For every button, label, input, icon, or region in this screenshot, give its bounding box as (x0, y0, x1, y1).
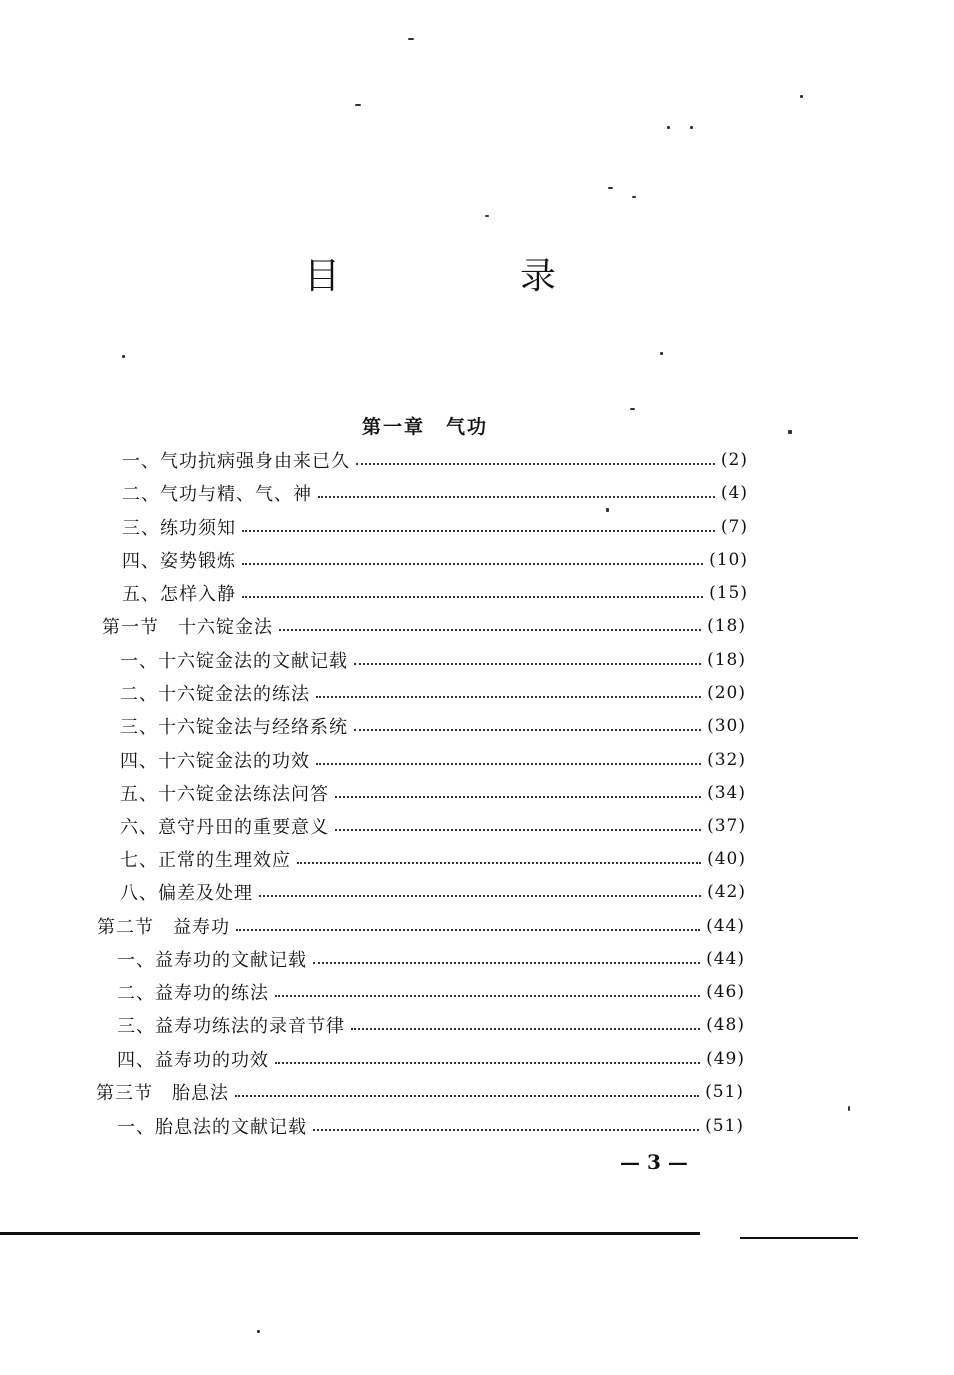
toc-entry-title: 六、意守丹田的重要意义 (120, 817, 329, 838)
toc-entry-title: 二、益寿功的练法 (117, 983, 269, 1004)
scan-speck (848, 1106, 850, 1111)
toc-entry-title: 一、十六锭金法的文献记载 (120, 651, 348, 672)
toc-entry (120, 745, 746, 775)
toc-entry-page: (20) (707, 683, 746, 703)
toc-section-title: 第三节 胎息法 (96, 1083, 229, 1104)
toc-entry (117, 1010, 745, 1040)
toc-entry-page: (18) (707, 616, 746, 636)
dot-leader (313, 1127, 699, 1131)
toc-entry (117, 977, 745, 1007)
toc-entry (120, 844, 746, 874)
toc-entry-page: (7) (720, 517, 748, 537)
toc-entry (120, 811, 746, 841)
dot-leader (242, 528, 715, 532)
toc-entry-title: 四、益寿功的功效 (117, 1050, 269, 1071)
toc-entry-title: 二、气功与精、气、神 (122, 484, 312, 505)
toc-entry (120, 645, 746, 675)
scan-speck (485, 215, 489, 217)
dot-leader (313, 960, 700, 964)
dot-leader (297, 860, 701, 864)
dot-leader (354, 661, 701, 665)
toc-entry-title: 三、练功须知 (122, 518, 236, 539)
toc-entry (120, 678, 746, 708)
toc-section (96, 1077, 744, 1107)
dot-leader (235, 1093, 699, 1097)
scan-speck (800, 95, 803, 98)
toc-entry-title: 二、十六锭金法的练法 (120, 684, 310, 705)
toc-entry-page: (44) (706, 949, 745, 969)
bottom-rule-right (740, 1237, 858, 1239)
toc-entry-page: (4) (720, 483, 748, 503)
chapter-heading: 第一章 气功 (362, 416, 489, 438)
toc-entry-page: (10) (709, 550, 748, 570)
scan-speck (690, 126, 693, 129)
scan-speck (667, 126, 670, 129)
dot-leader (316, 761, 701, 765)
toc-entry-title: 四、姿势锻炼 (122, 551, 236, 572)
scan-speck (606, 508, 609, 512)
toc-section-title: 第二节 益寿功 (97, 917, 230, 938)
toc-entry-page: (51) (705, 1082, 744, 1102)
toc-entry-page: (44) (706, 916, 745, 936)
toc-entry-title: 一、胎息法的文献记载 (117, 1117, 307, 1138)
dot-leader (335, 827, 701, 831)
toc-section-title: 第一节 十六锭金法 (102, 617, 273, 638)
toc-entry-page: (32) (707, 750, 746, 770)
scan-speck (408, 38, 414, 40)
dot-leader (236, 927, 700, 931)
toc-entry (122, 478, 748, 508)
toc-entry (120, 711, 746, 741)
page-number: — 3 — (620, 1150, 688, 1174)
toc-entry-page: (2) (720, 450, 748, 470)
toc-entry (122, 512, 748, 542)
toc-entry-page: (18) (707, 650, 746, 670)
toc-entry (122, 445, 748, 475)
toc-entry (117, 1044, 745, 1074)
toc-entry-page: (15) (709, 583, 748, 603)
toc-entry-page: (46) (706, 982, 745, 1002)
toc-entry-title: 七、正常的生理效应 (120, 850, 291, 871)
toc-entry (117, 944, 745, 974)
toc-section (102, 611, 746, 641)
toc-entry-page: (51) (705, 1116, 744, 1136)
dot-leader (354, 727, 701, 731)
scan-speck (630, 408, 635, 410)
toc-entry-page: (30) (707, 716, 746, 736)
toc-entry-title: 五、十六锭金法练法问答 (120, 784, 329, 805)
toc-entry-page: (49) (706, 1049, 745, 1069)
toc-entry-title: 三、十六锭金法与经络系统 (120, 717, 348, 738)
dot-leader (356, 461, 715, 465)
dot-leader (318, 494, 715, 498)
bottom-rule (0, 1232, 700, 1235)
scan-speck (257, 1330, 260, 1333)
toc-entry-page: (42) (707, 882, 746, 902)
scan-speck (608, 187, 613, 189)
toc-entry-title: 八、偏差及处理 (120, 883, 253, 904)
dot-leader (279, 627, 701, 631)
dot-leader (335, 794, 701, 798)
toc-entry (122, 545, 748, 575)
scan-speck (122, 355, 125, 358)
toc-entry (120, 778, 746, 808)
toc-entry-title: 三、益寿功练法的录音节律 (117, 1016, 345, 1037)
dot-leader (316, 694, 701, 698)
toc-entry (117, 1111, 744, 1141)
dot-leader (351, 1026, 700, 1030)
toc-entry (120, 877, 746, 907)
toc-entry-title: 五、怎样入静 (122, 584, 236, 605)
toc-entry-page: (34) (707, 783, 746, 803)
toc-entry-title: 一、益寿功的文献记载 (117, 950, 307, 971)
dot-leader (242, 594, 703, 598)
dot-leader (242, 561, 703, 565)
toc-entry-page: (48) (706, 1015, 745, 1035)
scan-speck (788, 430, 792, 434)
dot-leader (275, 993, 700, 997)
toc-section (97, 911, 745, 941)
scan-speck (632, 196, 636, 198)
scan-speck (355, 104, 361, 106)
page-title: 目 录 (303, 256, 628, 297)
toc-entry (122, 578, 748, 608)
dot-leader (259, 893, 701, 897)
toc-entry-title: 一、气功抗病强身由来已久 (122, 451, 350, 472)
dot-leader (275, 1060, 700, 1064)
toc-entry-page: (40) (707, 849, 746, 869)
scan-speck (660, 352, 663, 355)
toc-entry-title: 四、十六锭金法的功效 (120, 751, 310, 772)
toc-entry-page: (37) (707, 816, 746, 836)
